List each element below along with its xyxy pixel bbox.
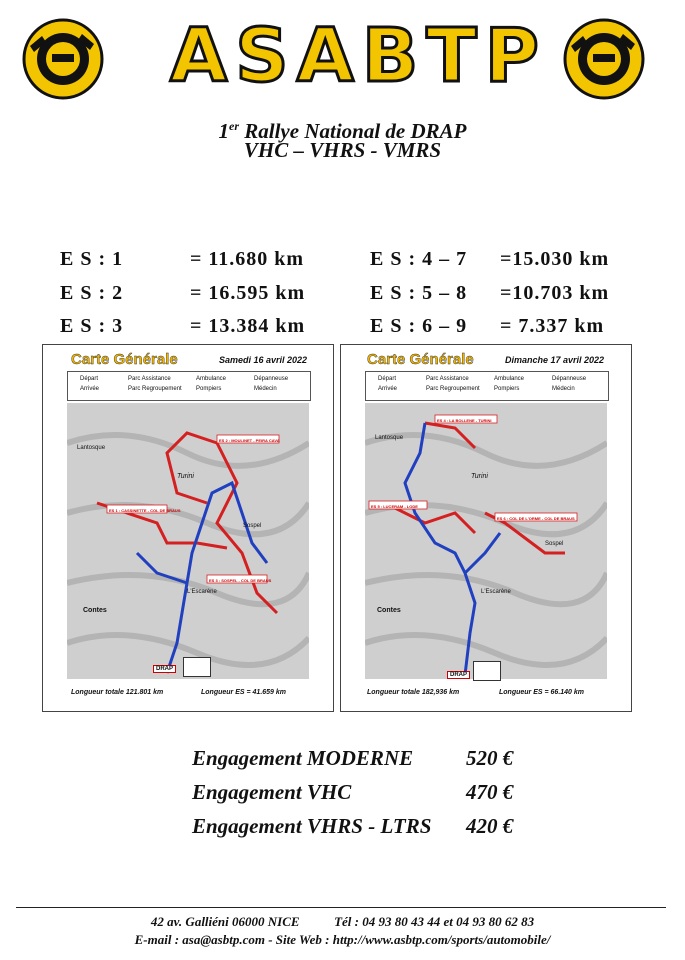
stage-label: E S : 3 <box>60 315 124 337</box>
town-label: Lantosque <box>77 445 106 451</box>
town-label: Lantosque <box>375 435 404 441</box>
map-total-length: Longueur totale 121.801 km <box>71 689 164 696</box>
stage-map-label: ES 3 : SOSPEL - COL DE BRAUS <box>209 578 272 583</box>
legend-item: Départ <box>378 376 397 382</box>
flag-badge <box>183 657 211 677</box>
stage-map-label: ES 1 : CASSINETTE - COL DE BRAUS <box>109 508 181 513</box>
legend-item: Arrivée <box>378 386 398 392</box>
legend-item: Ambulance <box>494 376 525 382</box>
engagement-label: Engagement VHRS - LTRS <box>192 814 432 838</box>
map-date: Dimanche 17 avril 2022 <box>505 355 605 365</box>
flag-badge <box>473 661 501 681</box>
finish-label: DRAP <box>153 665 176 673</box>
event-subtitle: VHC – VHRS - VMRS <box>243 138 442 162</box>
finish-label: DRAP <box>447 671 470 679</box>
stage-map-label: ES 6 : COL DE L'ORME - COL DE BRAUS <box>497 516 575 521</box>
footer-and: et <box>443 914 453 929</box>
legend-item: Parc Assistance <box>128 376 171 382</box>
stage-distance: =10.703 km <box>500 282 610 304</box>
stage-map-label: ES 5 : LUCERAM - LODE <box>371 504 418 509</box>
legend-item: Médecin <box>254 386 277 392</box>
town-label: Sospel <box>545 541 564 547</box>
map-sunday <box>340 344 632 712</box>
town-label: Turini <box>471 473 488 480</box>
legend-item: Ambulance <box>196 376 227 382</box>
footer-website[interactable]: - Site Web : http://www.asbtp.com/sports/automobile/ <box>268 932 551 947</box>
legend-item: Parc Regroupement <box>426 386 480 392</box>
stage-label: E S : 4 – 7 <box>370 248 468 270</box>
legend-item: Dépanneuse <box>254 376 289 382</box>
footer-contact <box>0 914 685 930</box>
legend-item: Parc Assistance <box>426 376 469 382</box>
stage-map-label: ES 4 : LA BOLLENE - TURINI <box>437 418 492 423</box>
map-legend <box>365 371 609 401</box>
legend-item: Dépanneuse <box>552 376 587 382</box>
footer-phone: Tél : 04 93 80 43 44 <box>334 914 441 929</box>
stage-distance: =15.030 km <box>500 248 610 270</box>
footer-divider <box>16 907 666 908</box>
footer-web <box>0 932 685 948</box>
town-label: Turini <box>177 473 194 480</box>
map-date: Samedi 16 avril 2022 <box>219 355 308 365</box>
stage-label: E S : 2 <box>60 282 124 304</box>
town-label: L'Escarène <box>481 589 511 595</box>
footer-address: 42 av. Galliéni 06000 NICE <box>150 914 300 929</box>
stage-distance: = 7.337 km <box>500 315 605 337</box>
stage-label: E S : 5 – 8 <box>370 282 468 304</box>
town-label: L'Escarène <box>187 589 217 595</box>
legend-item: Pompiers <box>494 386 520 392</box>
legend-item: Arrivée <box>80 386 100 392</box>
legend-item: Pompiers <box>196 386 222 392</box>
brand-title: ASABTP <box>170 13 547 99</box>
stage-label: E S : 6 – 9 <box>370 315 468 337</box>
stage-label: E S : 1 <box>60 248 124 270</box>
map-area <box>365 403 607 679</box>
town-label: Contes <box>83 607 107 614</box>
engagement-label: Engagement VHC <box>192 780 352 804</box>
map-total-length: Longueur totale 182,936 km <box>367 689 460 696</box>
map-legend <box>67 371 311 401</box>
event-title: 1er Rallye National de DRAP <box>218 119 467 143</box>
engagement-label: Engagement MODERNE <box>192 746 414 770</box>
stage-distance: = 13.384 km <box>190 315 306 337</box>
map-es-length: Longueur ES = 66.140 km <box>499 689 585 696</box>
map-title: Carte Générale <box>71 351 178 368</box>
legend-item: Départ <box>80 376 99 382</box>
town-label: Sospel <box>243 523 262 529</box>
map-es-length: Longueur ES = 41.659 km <box>201 689 287 696</box>
stage-map-label: ES 2 : MOULINET - PEIRA CAVA <box>219 438 280 443</box>
legend-item: Parc Regroupement <box>128 386 182 392</box>
stage-distance: = 16.595 km <box>190 282 306 304</box>
club-logo-right <box>563 18 645 100</box>
footer-phone-2: 04 93 80 62 83 <box>456 914 535 929</box>
footer-email[interactable]: E-mail : asa@asbtp.com <box>134 932 265 947</box>
engagement-price: 470 € <box>466 780 514 804</box>
engagement-price: 520 € <box>466 746 514 770</box>
engagement-price: 420 € <box>466 814 514 838</box>
legend-item: Médecin <box>552 386 575 392</box>
map-saturday <box>42 344 334 712</box>
town-label: Contes <box>377 607 401 614</box>
club-logo-left <box>22 18 104 100</box>
stage-distance: = 11.680 km <box>190 248 305 270</box>
map-title: Carte Générale <box>367 351 474 368</box>
